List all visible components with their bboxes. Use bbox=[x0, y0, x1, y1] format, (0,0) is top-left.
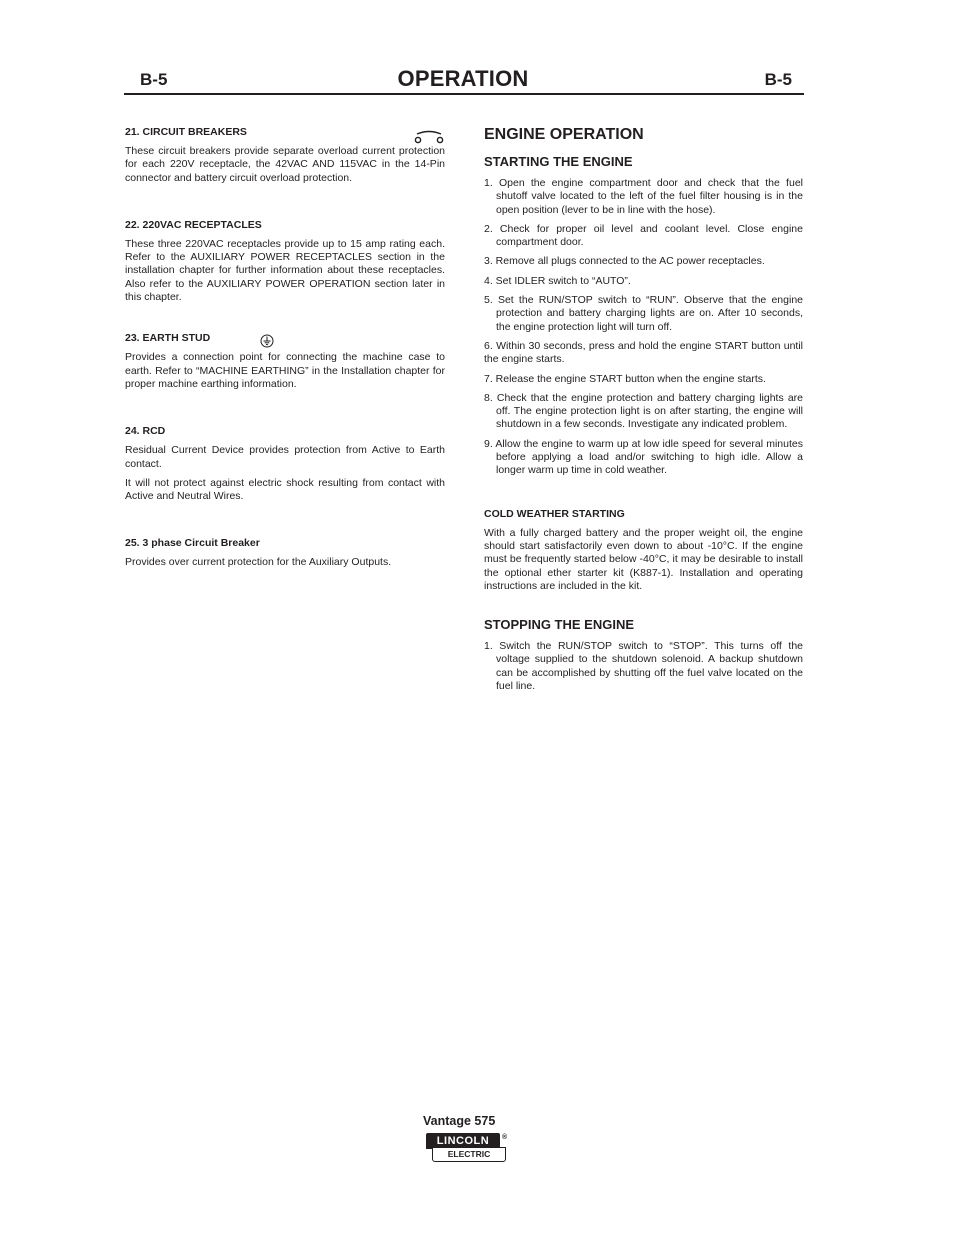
engine-operation-heading: ENGINE OPERATION bbox=[484, 126, 644, 143]
section-body: It will not protect against electric shock resulting from contact with Active and Neutral Wires. bbox=[125, 476, 445, 503]
section-heading: 23. EARTH STUD bbox=[125, 332, 211, 345]
starting-steps-list bbox=[484, 177, 803, 478]
list-item: 3. Remove all plugs connected to the AC power receptacles. bbox=[484, 255, 765, 268]
logo-bottom-text: ELECTRIC bbox=[432, 1147, 506, 1162]
section-circuit-breakers bbox=[125, 126, 445, 185]
registered-mark: ® bbox=[502, 1134, 508, 1141]
page-number-left: B-5 bbox=[140, 70, 168, 89]
model-name: Vantage 575 bbox=[423, 1114, 496, 1128]
section-body: Provides over current protection for the Auxiliary Outputs. bbox=[125, 556, 392, 569]
section-220vac-receptacles bbox=[125, 219, 445, 304]
section-body: Residual Current Device provides protection from Active to Earth contact. bbox=[125, 444, 445, 470]
stopping-engine-heading: STOPPING THE ENGINE bbox=[484, 617, 635, 633]
section-heading: 21. CIRCUIT BREAKERS bbox=[125, 126, 247, 138]
section-body: These three 220VAC receptacles provide up to 15 amp rating each. Refer to the AUXILIARY POWER RECEPTACLES section in the installation chapter for further information about these receptacles. Also refer to the AUXILIARY POWER OPERATION section later in this chapter. bbox=[125, 237, 445, 304]
circuit-breaker-icon bbox=[413, 130, 445, 144]
section-heading: 22. 220VAC RECEPTACLES bbox=[125, 218, 262, 231]
right-column bbox=[484, 118, 803, 703]
cold-weather-heading: COLD WEATHER STARTING bbox=[484, 507, 625, 520]
list-item: 6. Within 30 seconds, press and hold the engine START button until the engine starts. bbox=[484, 339, 803, 366]
header-rule bbox=[124, 93, 804, 95]
stopping-steps-list bbox=[484, 640, 803, 693]
starting-engine-heading: STARTING THE ENGINE bbox=[484, 154, 633, 169]
logo-top-text: LINCOLN bbox=[426, 1133, 500, 1149]
list-item: 5. Set the RUN/STOP switch to “RUN”. Observe that the engine protection and battery charging lights are on. After 10 seconds, the engine protection light will turn off. bbox=[484, 294, 803, 333]
section-heading: 25. 3 phase Circuit Breaker bbox=[125, 537, 260, 550]
earth-ground-icon bbox=[260, 334, 274, 348]
section-earth-stud bbox=[125, 332, 445, 391]
section-body: These circuit breakers provide separate overload current protection for each 220V receptacle, the 42VAC AND 115VAC in the 14-Pin connector and battery circuit overload protection. bbox=[125, 145, 445, 184]
list-item: 9. Allow the engine to warm up at low idle speed for several minutes before applying a load and/or switching to high idle. Allow a longer warm up time in cold weather. bbox=[484, 437, 803, 477]
list-item: 1. Open the engine compartment door and check that the fuel shutoff valve located to the left of the fuel filter housing is in the open position (lever to be in line with the hose). bbox=[484, 177, 803, 216]
list-item: 2. Check for proper oil level and coolant level. Close engine compartment door. bbox=[484, 222, 803, 249]
list-item: 1. Switch the RUN/STOP switch to “STOP”. This turns off the voltage supplied to the shutdown solenoid. A backup shutdown can be accomplished by shutting off the fuel valve located on the fuel line. bbox=[484, 640, 803, 693]
page-number-right: B-5 bbox=[764, 70, 792, 89]
section-body: Provides a connection point for connecting the machine case to earth. Refer to “MACHINE EARTHING” in the Installation chapter for proper machine earthing information. bbox=[125, 351, 445, 390]
list-item: 7. Release the engine START button when the engine starts. bbox=[484, 372, 766, 385]
page-title: OPERATION bbox=[397, 66, 529, 91]
list-item: 8. Check that the engine protection and battery charging lights are off. The engine protection light is on after starting, the engine will shutdown in a few seconds. Investigate any indicated problem. bbox=[484, 391, 803, 431]
cold-weather-body: With a fully charged battery and the proper weight oil, the engine should start satisfactorily even down to about -10°C. If the engine must be frequently started below -40°C, it may be desirable to install the optional ether starter kit (K887-1). Installation and operating instructions are included in the kit. bbox=[484, 526, 803, 592]
section-3-phase-breaker bbox=[125, 537, 445, 569]
list-item: 4. Set IDLER switch to “AUTO”. bbox=[484, 274, 631, 287]
lincoln-electric-logo bbox=[426, 1133, 506, 1163]
section-heading: 24. RCD bbox=[125, 425, 166, 438]
left-column bbox=[125, 118, 445, 576]
section-rcd bbox=[125, 425, 445, 503]
